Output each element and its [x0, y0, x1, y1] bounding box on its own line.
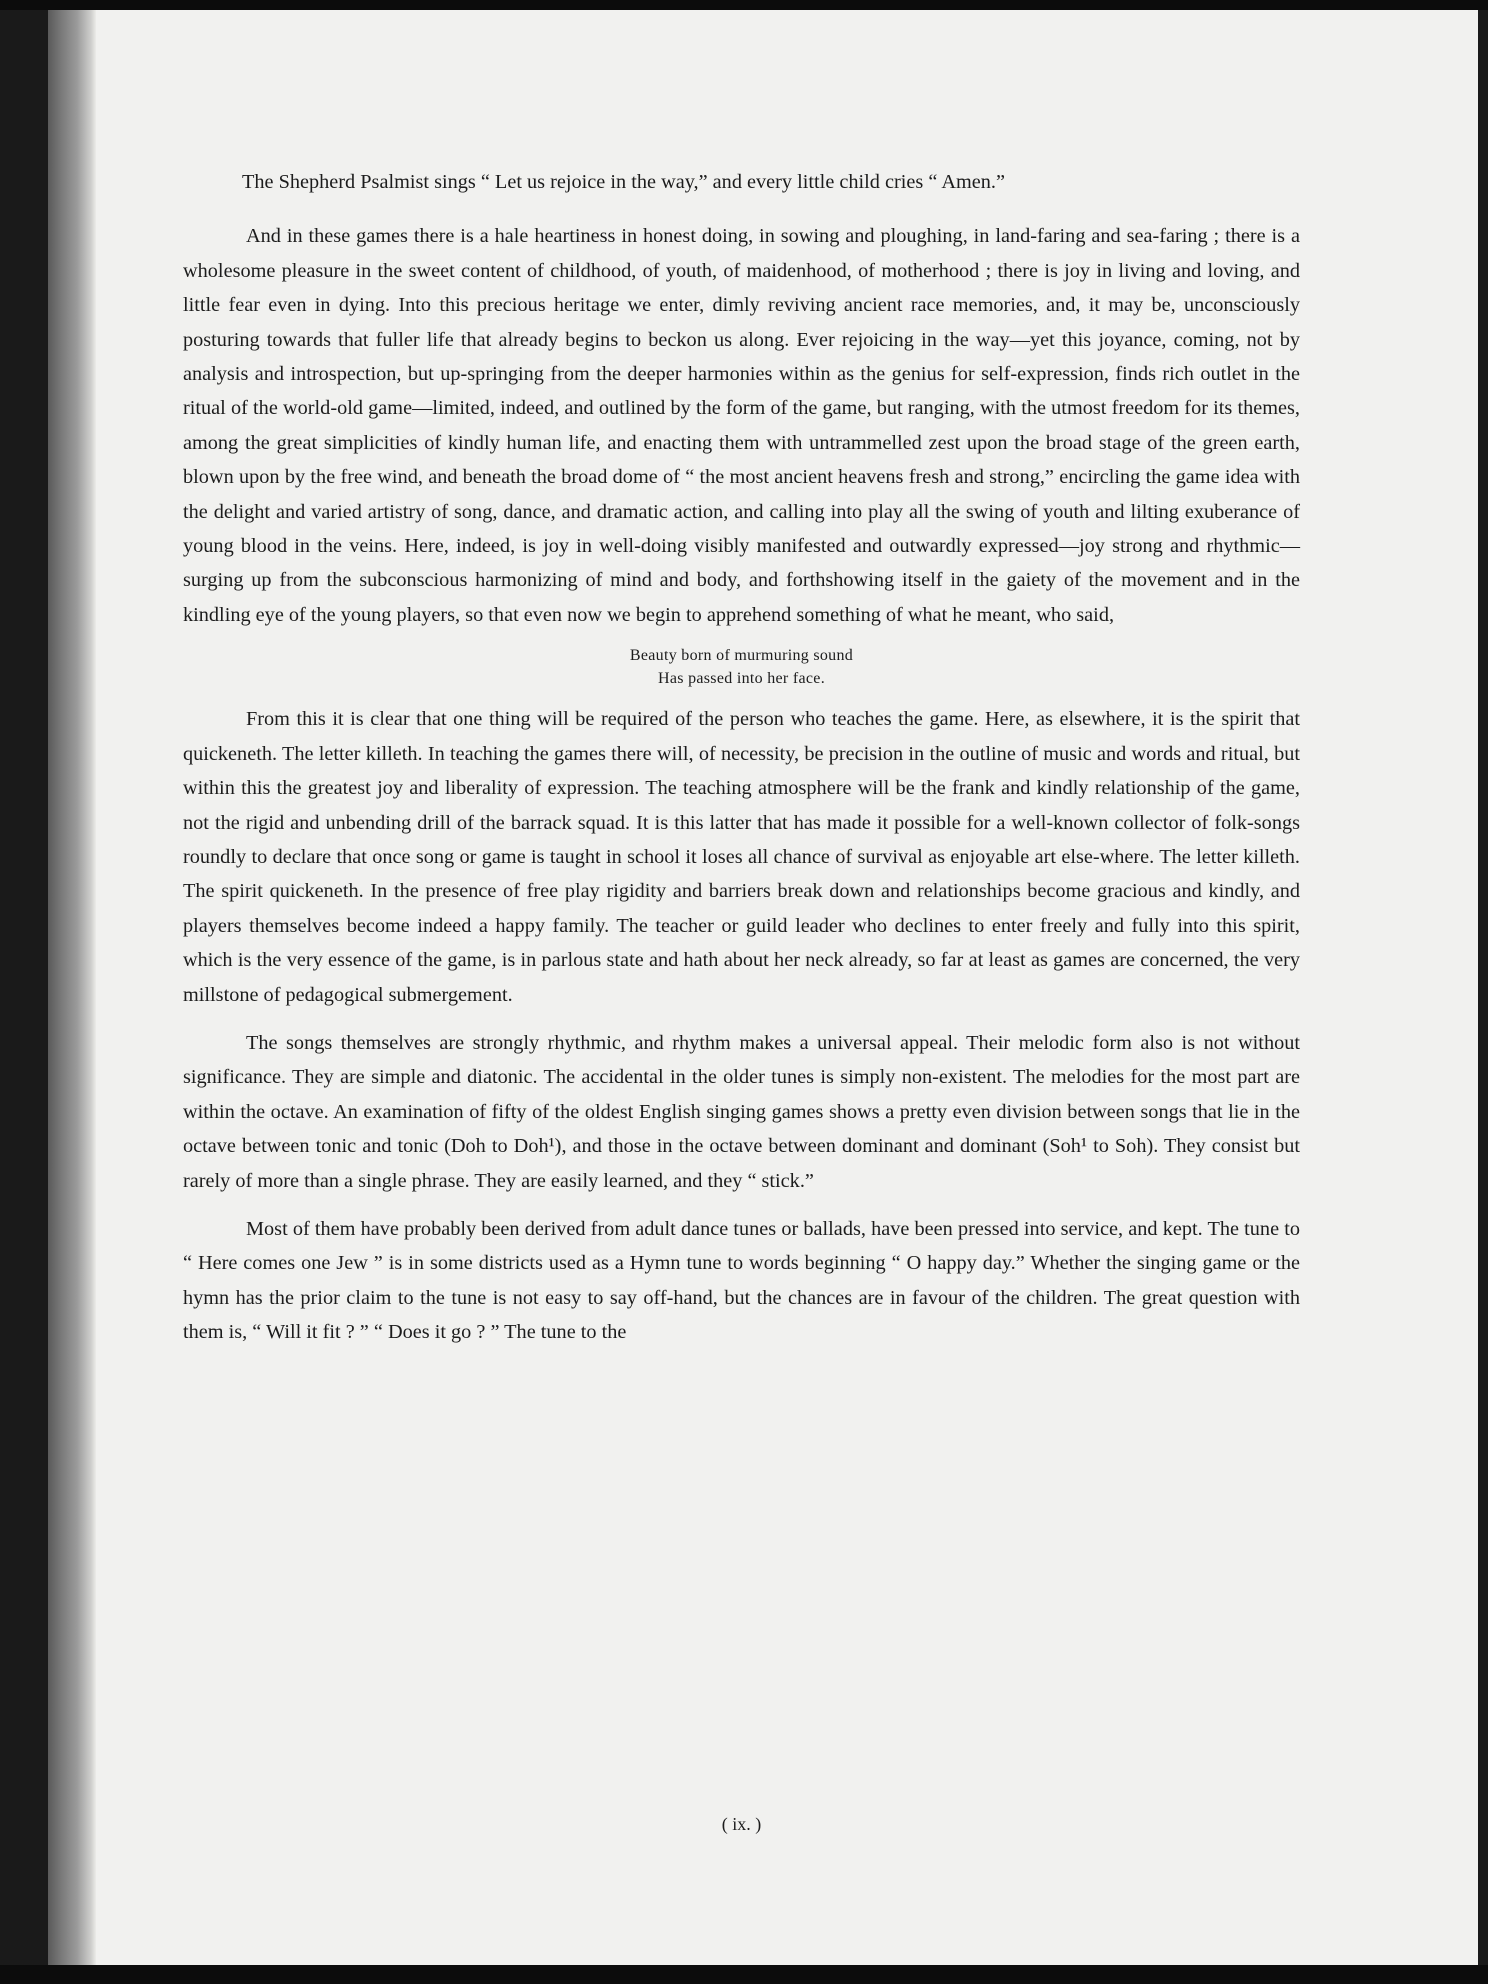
- book-binding-shadow: [48, 10, 96, 1965]
- paragraph: From this it is clear that one thing will be required of the person who teaches the game. Here, as elsewhere, it is the spirit that quickeneth. The letter killeth. In teaching the games there will, of necessity, be precision in the outline of music and words and ritual, but within this the greatest joy and liberality of expression. The teaching atmosphere will be the frank and kindly relationship of the game, not the rigid and unbending drill of the barrack squad. It is this latter that has made it possible for a well-known collector of folk-songs roundly to declare that once song or game is taught in school it loses all chance of survival as enjoyable art else-where. The letter killeth. The spirit quickeneth. In the presence of free play rigidity and barriers break down and relationships become gracious and kindly, and players themselves become indeed a happy family. The teacher or guild leader who declines to enter freely and fully into this spirit, which is the very essence of the game, is in parlous state and hath about her neck already, so far at least as games are concerned, the very millstone of pedagogical submergement.: [183, 708, 1300, 1006]
- verse-line: Beauty born of murmuring sound: [629, 647, 854, 665]
- paragraph: Most of them have probably been derived from adult dance tunes or ballads, have been pressed into service, and kept. The tune to “ Here comes one Jew ” is in some districts used as a Hymn tune to words beginning “ O happy day.” Whether the singing game or the hymn has the prior claim to the tune is not easy to say off-hand, but the chances are in favour of the children. The great question with them is, “ Will it fit ? ” “ Does it go ? ” The tune to the: [183, 1217, 1300, 1344]
- verse-quote: [183, 644, 1300, 690]
- page-body: [183, 165, 1300, 1364]
- verse-line: Has passed into her face.: [658, 670, 825, 688]
- scan-top-border: [0, 0, 1488, 10]
- paragraph: The songs themselves are strongly rhythmic, and rhythm makes a universal appeal. Their melodic form also is not without significance. They are simple and diatonic. The accidental in the older tunes is simply non-existent. The melodies for the most part are within the octave. An examination of fifty of the oldest English singing games shows a pretty even division between songs that lie in the octave between tonic and tonic (Doh to Doh¹), and those in the octave between dominant and dominant (Soh¹ to Soh). They consist but rarely of more than a single phrase. They are easily learned, and they “ stick.”: [183, 1031, 1300, 1192]
- paragraph: And in these games there is a hale heartiness in honest doing, in sowing and ploughing, in land-faring and sea-faring ; there is a wholesome pleasure in the sweet content of childhood, of youth, of maidenhood, of motherhood ; there is joy in living and loving, and little fear even in dying. Into this precious heritage we enter, dimly reviving ancient race memories, and, it may be, unconsciously posturing towards that fuller life that already begins to beckon us along. Ever rejoicing in the way—yet this joyance, coming, not by analysis and introspection, but up-springing from the deeper harmonies within as the genius for self-expression, finds rich outlet in the ritual of the world-old game—limited, indeed, and outlined by the form of the game, but ranging, with the utmost freedom for its themes, among the great simplicities of kindly human life, and enacting them with untrammelled zest upon the broad stage of the green earth, blown upon by the free wind, and beneath the broad dome of “ the most ancient heavens fresh and strong,” encircling the game idea with the delight and varied artistry of song, dance, and dramatic action, and calling into play all the swing of youth and lilting exuberance of young blood in the veins. Here, indeed, is joy in well-doing visibly manifested and outwardly expressed—joy strong and rhythmic—surging up from the subconscious harmonizing of mind and body, and forthshowing itself in the gaiety of the movement and in the kindling eye of the young players, so that even now we begin to apprehend something of what he meant, who said,: [183, 225, 1300, 626]
- scan-bottom-border: [0, 1965, 1488, 1984]
- opening-line: The Shepherd Psalmist sings “ Let us rejoice in the way,” and every little child cries “ Amen.”: [242, 171, 1005, 193]
- page-number: ( ix. ): [721, 1814, 762, 1834]
